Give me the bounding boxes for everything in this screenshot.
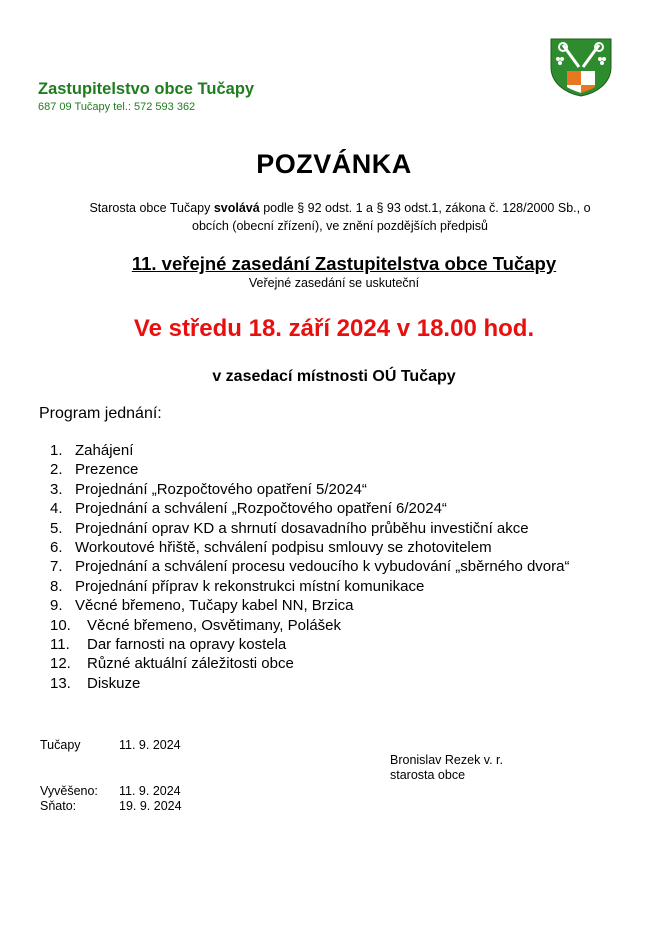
agenda-item [50, 616, 569, 635]
agenda-item-text: Diskuze [87, 674, 141, 692]
agenda-item-text: Zahájení [75, 442, 134, 459]
agenda-item-text: Věcné břemeno, Tučapy kabel NN, Brzica [75, 597, 354, 615]
agenda-item-number: 4. [50, 500, 63, 518]
agenda-list [50, 441, 569, 693]
agenda-item-number: 5. [50, 519, 63, 537]
agenda-item [50, 519, 569, 538]
agenda-item [50, 635, 569, 654]
municipal-coat-of-arms-icon [549, 37, 613, 97]
agenda-item-text: Různé aktuální záležitosti obce [87, 655, 294, 673]
footer-place-date: 11. 9. 2024 [119, 738, 181, 752]
footer-posted-label: Vyvěšeno: [40, 784, 98, 798]
meeting-title: 11. veřejné zasedání Zastupitelstva obce Tučapy [131, 253, 557, 274]
agenda-item-number: 9. [50, 597, 63, 615]
agenda-item [50, 480, 569, 499]
program-title: Program jednání: [39, 405, 162, 422]
agenda-item [50, 499, 569, 518]
agenda-item [50, 577, 569, 596]
intro-text-1: Starosta obce Tučapy [89, 201, 214, 215]
footer-place-label: Tučapy [40, 738, 81, 752]
agenda-item-number: 13. [50, 674, 71, 692]
agenda-item-text: Projednání a schválení procesu vedoucího k vybudování „sběrného dvora“ [75, 558, 570, 576]
agenda-item-number: 11. [50, 635, 70, 653]
agenda-item-text: Projednání a schválení „Rozpočtového opatření 6/2024“ [75, 500, 447, 518]
footer-removed-label: Sňato: [40, 799, 77, 813]
intro-text-3: obcích (obecní zřízení), ve znění pozdějších předpisů [192, 219, 488, 233]
agenda-item-number: 7. [50, 558, 63, 576]
agenda-item-number: 10. [50, 616, 71, 634]
agenda-item-number: 12. [50, 655, 71, 673]
footer-removed-date: 19. 9. 2024 [119, 799, 182, 813]
agenda-item [50, 654, 569, 673]
signature-role: starosta obce [390, 768, 466, 782]
meeting-place: v zasedací místnosti OÚ Tučapy [212, 368, 456, 385]
agenda-item [50, 674, 569, 693]
organization-name: Zastupitelstvo obce Tučapy [38, 80, 255, 98]
agenda-item-text: Projednání oprav KD a shrnutí dosavadního průběhu investiční akce [75, 519, 529, 537]
agenda-item-text: Workoutové hřiště, schválení podpisu smlouvy se zhotovitelem [75, 538, 492, 556]
agenda-item [50, 596, 569, 615]
agenda-item [50, 460, 569, 479]
agenda-item-text: Projednání „Rozpočtového opatření 5/2024“ [75, 480, 367, 498]
signature-name: Bronislav Rezek v. r. [390, 753, 504, 767]
meeting-subtitle: Veřejné zasedání se uskuteční [248, 276, 420, 290]
agenda-item-text: Projednání příprav k rekonstrukci místní komunikace [75, 577, 425, 595]
agenda-item [50, 557, 569, 576]
meeting-datetime: Ve středu 18. září 2024 v 18.00 hod. [133, 315, 535, 342]
agenda-item-number: 8. [50, 577, 63, 595]
agenda-item-number: 1. [50, 442, 63, 459]
agenda-item-text: Prezence [75, 461, 139, 479]
intro-bold-word: svolává [213, 201, 260, 215]
agenda-item-text: Věcné břemeno, Osvětimany, Polášek [87, 616, 342, 634]
agenda-item-number: 6. [50, 538, 63, 556]
agenda-item [50, 441, 569, 460]
intro-paragraph [40, 199, 640, 235]
footer-posted-date: 11. 9. 2024 [119, 784, 181, 798]
intro-text-2: podle § 92 odst. 1 a § 93 odst.1, zákona č. 128/2000 Sb., o [259, 201, 591, 215]
agenda-item-number: 2. [50, 461, 63, 479]
document-title: POZVÁNKA [256, 149, 412, 179]
agenda-item-text: Dar farnosti na opravy kostela [87, 635, 287, 653]
agenda-item [50, 538, 569, 557]
agenda-item-number: 3. [50, 480, 63, 498]
organization-address: 687 09 Tučapy tel.: 572 593 362 [38, 101, 196, 113]
